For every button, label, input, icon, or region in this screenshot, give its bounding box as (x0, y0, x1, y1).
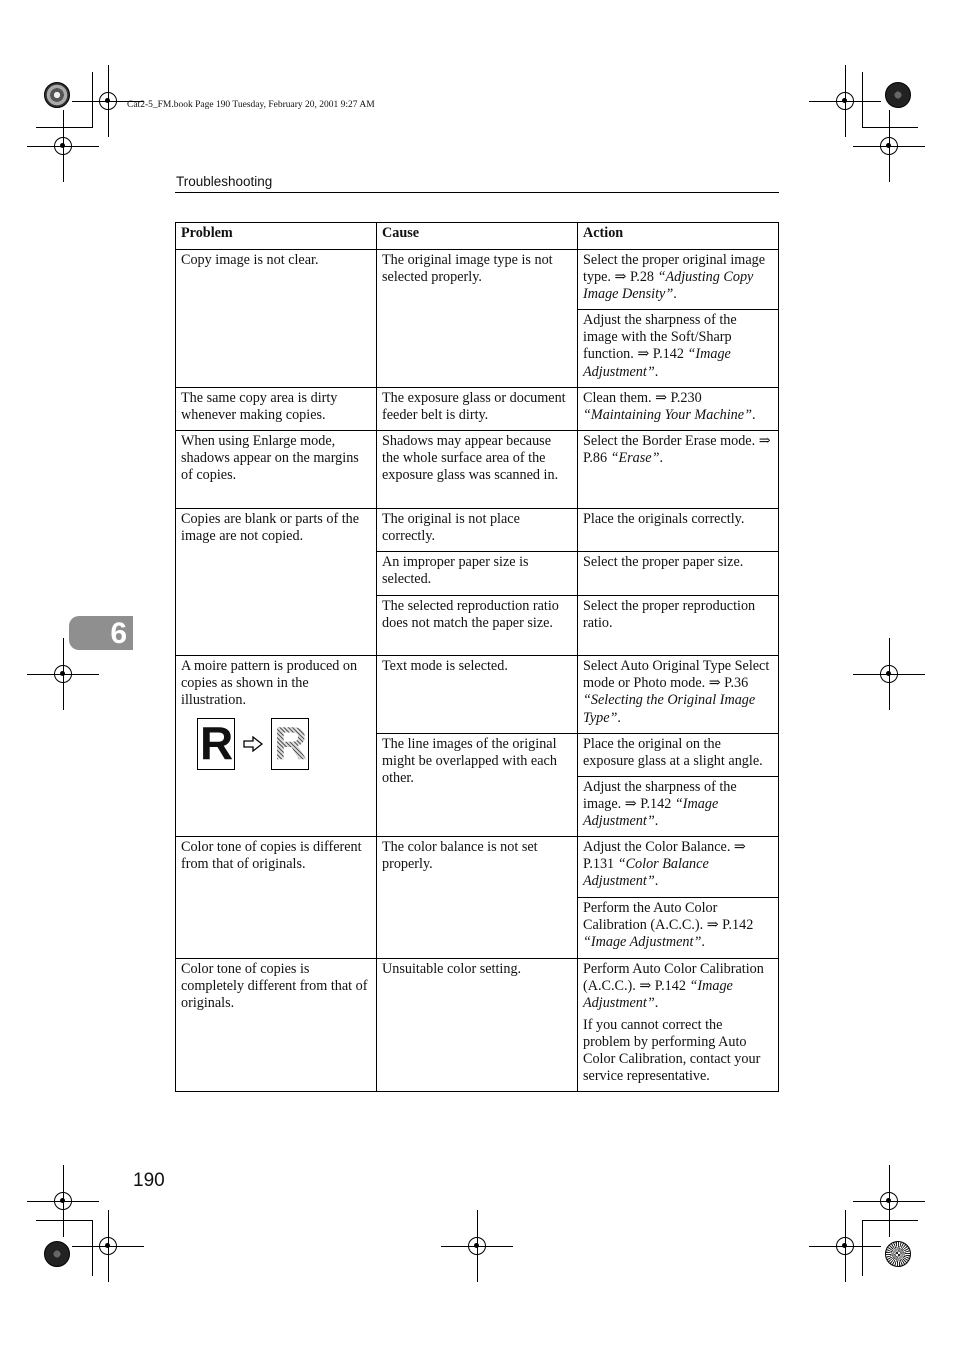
print-header-meta: Cat2-5_FM.book Page 190 Tuesday, February 20, 2001 9:27 AM (127, 100, 375, 110)
original-r-figure: R (197, 718, 235, 770)
problem-cell: Copy image is not clear. (176, 250, 377, 388)
header-problem: Problem (176, 223, 377, 250)
action-cell: Perform the Auto Color Calibration (A.C.C.). ⇒ P.142 “Image Adjustment”. (578, 898, 779, 959)
action-cell: Adjust the Color Balance. ⇒ P.131 “Color Balance Adjustment”. (578, 837, 779, 898)
problem-cell: Color tone of copies is different from that of originals. (176, 837, 377, 959)
cause-cell: The exposure glass or document feeder belt is dirty. (377, 388, 578, 431)
action-cell: Select the proper paper size. (578, 552, 779, 596)
action-cell: Clean them. ⇒ P.230 “Maintaining Your Machine”. (578, 388, 779, 431)
cause-cell: An improper paper size is selected. (377, 552, 578, 596)
problem-cell: The same copy area is dirty whenever making copies. (176, 388, 377, 431)
section-title: Troubleshooting (176, 174, 273, 189)
problem-cell: Color tone of copies is completely different from that of originals. (176, 959, 377, 1092)
action-cell: Place the originals correctly. (578, 509, 779, 552)
problem-text: A moire pattern is produced on copies as shown in the illustration. (181, 658, 358, 709)
troubleshooting-table (175, 222, 779, 1092)
action-cell (578, 959, 779, 1092)
chapter-tab (69, 616, 133, 650)
cause-cell: Unsuitable color setting. (377, 959, 578, 1092)
cause-cell: The selected reproduction ratio does not match the paper size. (377, 596, 578, 656)
registration-disc-icon (44, 1241, 70, 1267)
cause-cell: The color balance is not set properly. (377, 837, 578, 959)
table-header-row (176, 223, 779, 250)
header-action: Action (578, 223, 779, 250)
action-cell: Select the Border Erase mode. ⇒ P.86 “Erase”. (578, 431, 779, 509)
problem-cell: When using Enlarge mode, shadows appear on the margins of copies. (176, 431, 377, 509)
action-cell: Select Auto Original Type Select mode or Photo mode. ⇒ P.36 “Selecting the Original Image Type”. (578, 656, 779, 734)
action-cell: Adjust the sharpness of the image with the Soft/Sharp function. ⇒ P.142 “Image Adjustment”. (578, 310, 779, 388)
table-row (176, 837, 779, 898)
cause-cell: Text mode is selected. (377, 656, 578, 734)
header-cause: Cause (377, 223, 578, 250)
action-cell: Select the proper original image type. ⇒ P.28 “Adjusting Copy Image Density”. (578, 250, 779, 310)
moire-r-figure: R (271, 718, 309, 770)
cause-cell: The original image type is not selected properly. (377, 250, 578, 388)
problem-cell: Copies are blank or parts of the image are not copied. (176, 509, 377, 656)
chapter-number: 6 (110, 617, 127, 650)
arrow-right-icon (243, 736, 263, 752)
action-cell: Place the original on the exposure glass at a slight angle. (578, 734, 779, 777)
registration-disc-icon (44, 82, 70, 108)
table-row (176, 250, 779, 310)
action-paragraph: Perform Auto Color Calibration (A.C.C.). ⇒ P.142 “Image Adjustment”. (583, 961, 764, 1012)
header-rule (175, 192, 779, 193)
problem-cell (176, 656, 377, 837)
table-row (176, 959, 779, 1092)
cause-cell: The original is not place correctly. (377, 509, 578, 552)
registration-disc-icon (885, 1241, 911, 1267)
table-row (176, 431, 779, 509)
table-row (176, 656, 779, 734)
action-paragraph: If you cannot correct the problem by performing Auto Color Calibration, contact your service representative. (583, 1016, 761, 1085)
registration-disc-icon (885, 82, 911, 108)
action-cell: Adjust the sharpness of the image. ⇒ P.142 “Image Adjustment”. (578, 777, 779, 837)
table-row (176, 509, 779, 552)
cause-cell: Shadows may appear because the whole surface area of the exposure glass was scanned in. (377, 431, 578, 509)
cause-cell: The line images of the original might be overlapped with each other. (377, 734, 578, 837)
page-number: 190 (133, 1170, 165, 1191)
table-row (176, 388, 779, 431)
moire-illustration (197, 718, 370, 772)
action-cell: Select the proper reproduction ratio. (578, 596, 779, 656)
